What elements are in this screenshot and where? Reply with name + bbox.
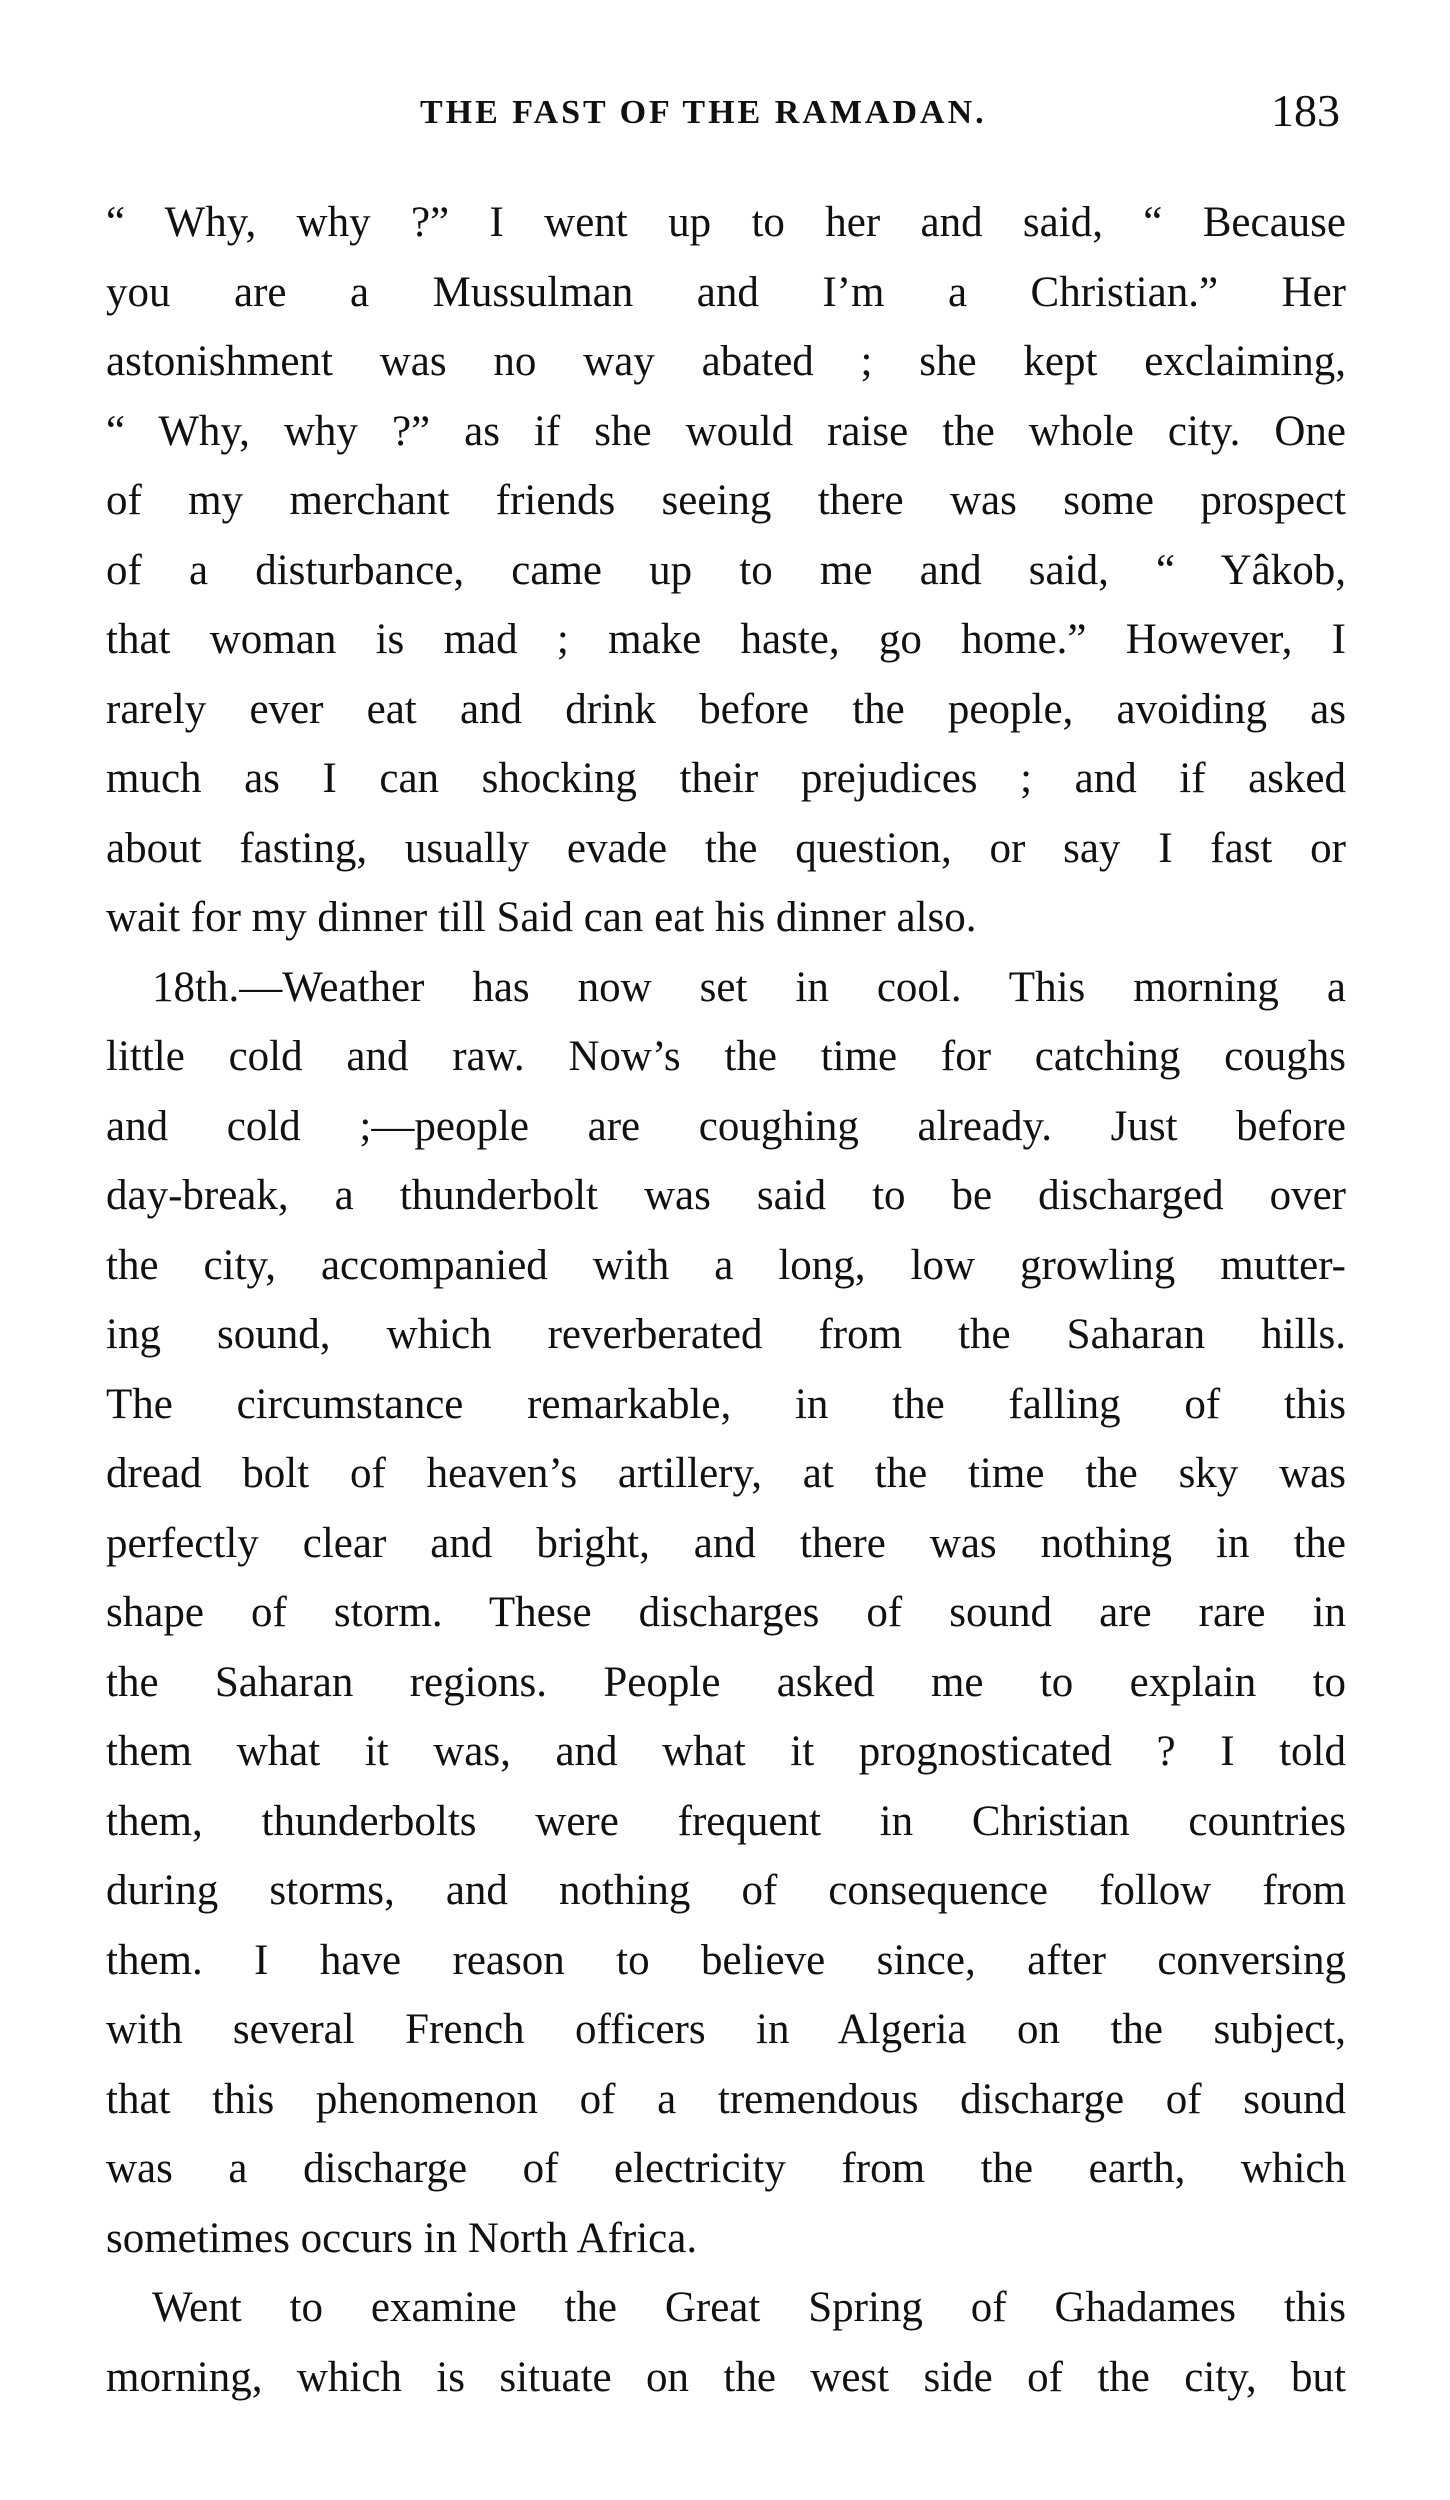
text-line: with several French officers in Algeria on the subject, (106, 2006, 1346, 2053)
text-line: dread bolt of heaven’s artillery, at the time the sky was (106, 1450, 1346, 1497)
text-line: them what it was, and what it prognosticated ? I told (106, 1728, 1346, 1775)
text-line: shape of storm. These discharges of sound are rare in (106, 1589, 1346, 1636)
text-line: day-break, a thunderbolt was said to be discharged over (106, 1172, 1346, 1219)
text-line: that this phenomenon of a tremendous discharge of sound (106, 2075, 1346, 2123)
text-line: the Saharan regions. People asked me to explain to (106, 1658, 1346, 1706)
text-line: that woman is mad ; make haste, go home.” However, I (106, 616, 1346, 663)
text-line: Went to examine the Great Spring of Ghadames this (152, 2284, 1346, 2331)
text-line: them. I have reason to believe since, after conversing (106, 1936, 1346, 1984)
text-line: about fasting, usually evade the question, or say I fast or (106, 824, 1346, 872)
text-line: much as I can shocking their prejudices ; and if asked (106, 755, 1346, 802)
text-line: The circumstance remarkable, in the falling of this (106, 1380, 1346, 1428)
text-line: them, thunderbolts were frequent in Christian countries (106, 1797, 1346, 1845)
text-line: and cold ;—people are coughing already. Just before (106, 1102, 1346, 1150)
text-line: during storms, and nothing of consequence follow from (106, 1867, 1346, 1914)
text-line: sometimes occurs in North Africa. (106, 2214, 698, 2262)
text-line: rarely ever eat and drink before the people, avoiding as (106, 685, 1346, 733)
text-line: you are a Mussulman and I’m a Christian.” Her (106, 268, 1346, 316)
text-line: “ Why, why ?” I went up to her and said, “ Because (106, 199, 1346, 246)
text-line: little cold and raw. Now’s the time for catching coughs (106, 1033, 1346, 1080)
text-line: ing sound, which reverberated from the Saharan hills. (106, 1311, 1346, 1358)
text-line: of a disturbance, came up to me and said, “ Yâkob, (106, 546, 1346, 594)
text-line: wait for my dinner till Said can eat his dinner also. (106, 894, 977, 941)
text-line: of my merchant friends seeing there was some prospect (106, 477, 1346, 524)
text-line: morning, which is situate on the west side of the city, but (106, 2353, 1346, 2401)
text-line: was a discharge of electricity from the earth, which (106, 2145, 1346, 2192)
text-line: 18th.—Weather has now set in cool. This morning a (152, 963, 1346, 1011)
page-number: 183 (1271, 85, 1340, 136)
body-text (106, 188, 1346, 2412)
running-head (100, 84, 1340, 144)
running-title: THE FAST OF THE RAMADAN. (420, 94, 987, 131)
text-line: “ Why, why ?” as if she would raise the whole city. One (106, 407, 1346, 455)
text-line: the city, accompanied with a long, low growling mutter- (106, 1241, 1346, 1289)
text-line: astonishment was no way abated ; she kept exclaiming, (106, 338, 1346, 385)
text-line: perfectly clear and bright, and there was nothing in the (106, 1519, 1346, 1567)
